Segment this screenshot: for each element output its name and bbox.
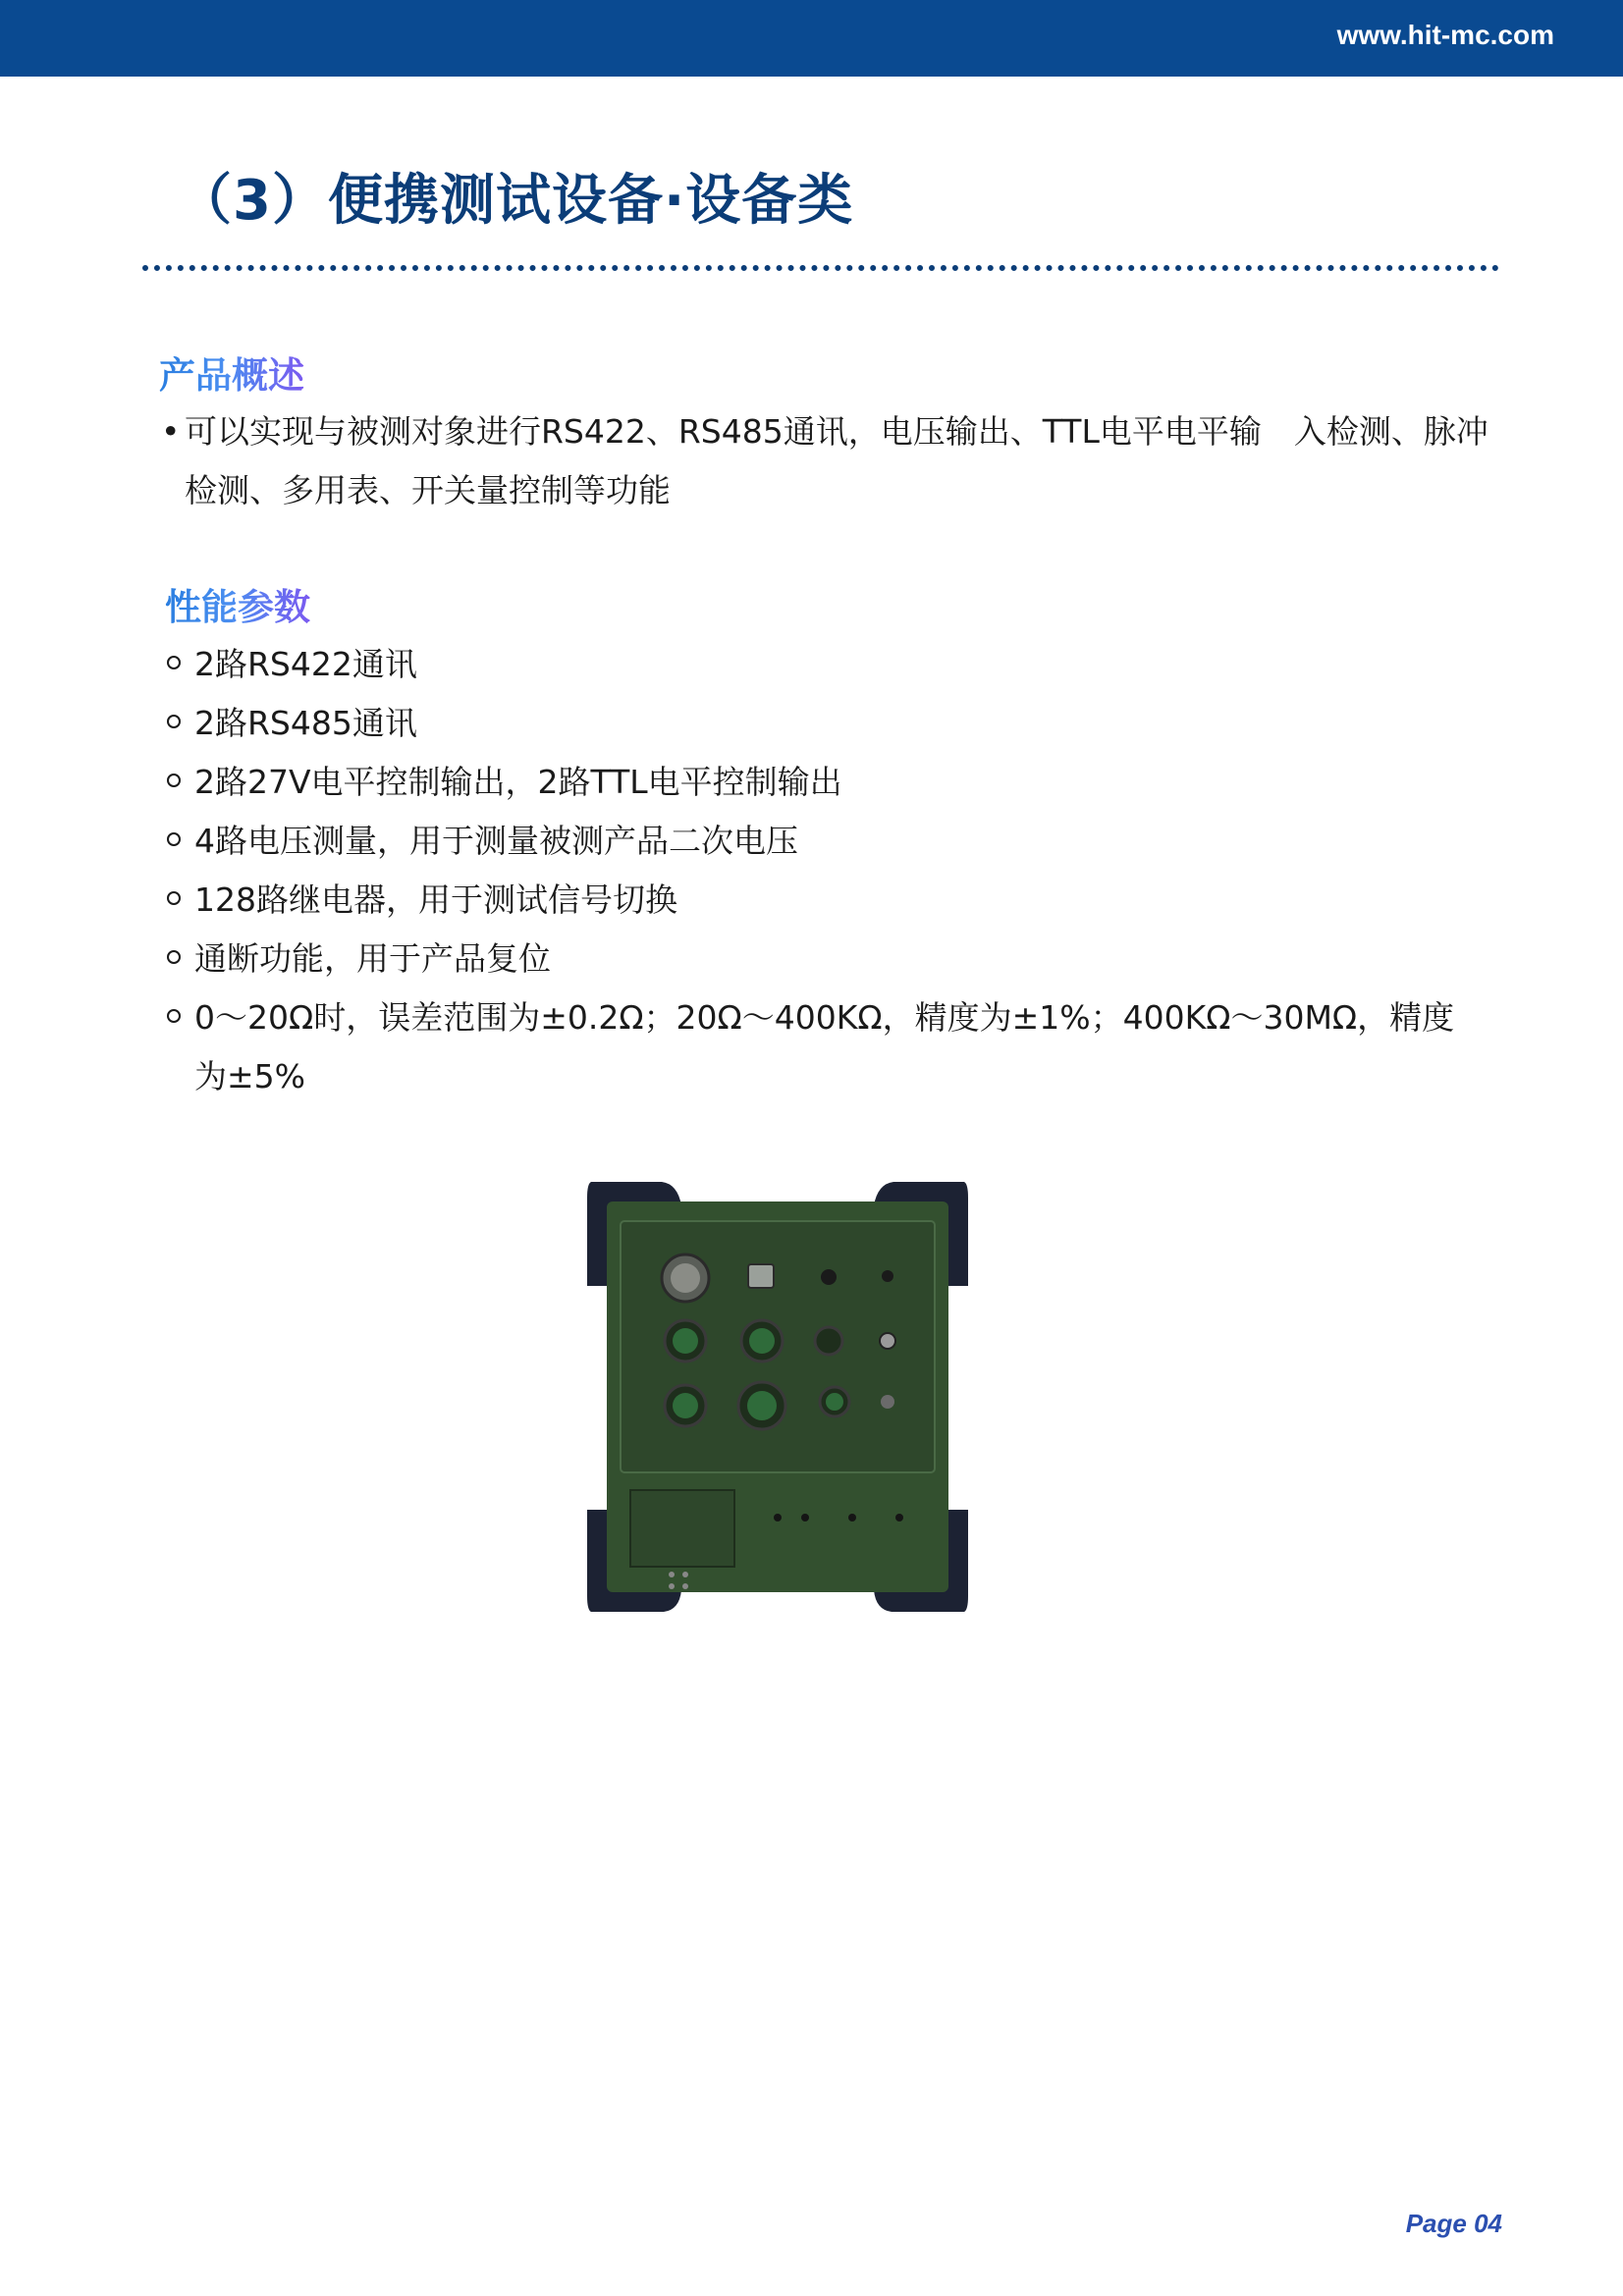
dotted-divider	[142, 265, 1499, 271]
fuse	[881, 1395, 894, 1409]
overview-item	[159, 402, 1514, 520]
circle-bullet-icon	[167, 891, 181, 905]
circle-bullet-icon	[167, 950, 181, 964]
product-photo	[583, 1178, 972, 1616]
param-item	[165, 753, 1471, 812]
circle-bullet-icon	[167, 715, 181, 728]
param-text: 128路继电器，用于测试信号切换	[194, 881, 677, 919]
param-text: 通断功能，用于产品复位	[194, 939, 551, 978]
battery-cover	[630, 1490, 734, 1567]
param-item	[165, 635, 1471, 694]
bullet-icon: •	[161, 412, 181, 451]
param-text: 0～20Ω时，误差范围为±0.2Ω；20Ω～400KΩ，精度为±1%；400KΩ～30MΩ，精度为±5%	[194, 998, 1455, 1095]
overview-heading: 产品概述	[159, 346, 304, 399]
param-item	[165, 930, 1471, 988]
circle-bullet-icon	[167, 656, 181, 669]
header-bar	[0, 0, 1623, 77]
switch	[880, 1333, 895, 1349]
indicator	[882, 1270, 893, 1282]
knob	[821, 1269, 837, 1285]
params-list	[165, 635, 1471, 1106]
overview-text: 可以实现与被测对象进行RS422、RS485通讯，电压输出、TTL电平电平输 入检测、脉冲检测、多用表、开关量控制等功能	[185, 412, 1488, 509]
page-number: Page 04	[1405, 2209, 1502, 2238]
circle-bullet-icon	[167, 832, 181, 846]
site-url[interactable]: www.hit-mc.com	[1336, 20, 1554, 50]
param-text: 2路27V电平控制输出，2路TTL电平控制输出	[194, 763, 842, 801]
param-text: 4路电压测量，用于测量被测产品二次电压	[194, 822, 798, 860]
page-title: （3）便携测试设备·设备类	[177, 169, 854, 233]
param-item	[165, 812, 1471, 871]
params-heading: 性能参数	[165, 577, 310, 630]
ethernet-port	[748, 1264, 774, 1288]
circle-bullet-icon	[167, 1009, 181, 1023]
param-item	[165, 988, 1471, 1106]
connector	[815, 1327, 842, 1355]
param-text: 2路RS485通讯	[194, 704, 417, 742]
param-item	[165, 871, 1471, 930]
param-item	[165, 694, 1471, 753]
overview-list	[159, 402, 1514, 520]
circle-bullet-icon	[167, 774, 181, 787]
param-text: 2路RS422通讯	[194, 645, 417, 683]
